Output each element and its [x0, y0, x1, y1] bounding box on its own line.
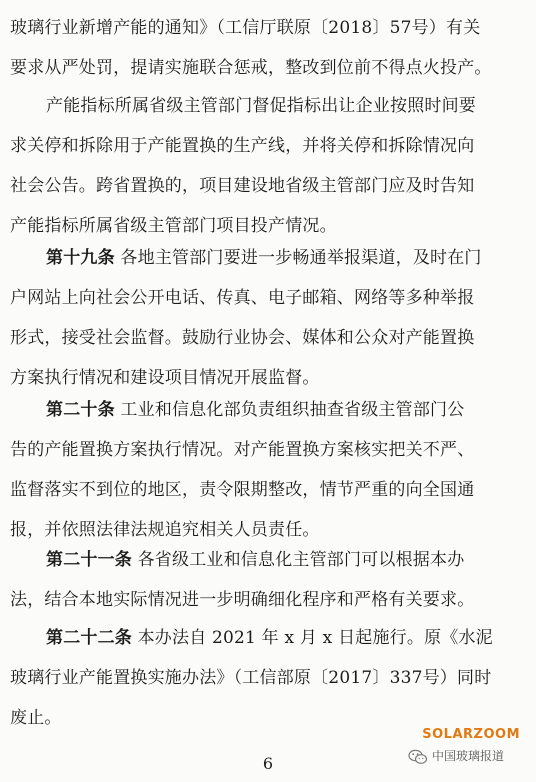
article-label: 第二十条 [46, 400, 115, 420]
text-line: 各地主管部门要进一步畅通举报渠道，及时在门 [120, 248, 482, 268]
article-first-line [10, 238, 526, 278]
text-line: 告的产能置换方案执行情况。对产能置换方案核实把关不严、 [10, 440, 475, 460]
text-line: 本办法自 2021 年 x 月 x 日起施行。原《水泥 [137, 628, 493, 648]
article-19 [10, 238, 526, 398]
text-line: 法，结合本地实际情况进一步明确细化程序和严格有关要求。 [10, 590, 475, 610]
text-line: 方案执行情况和建设项目情况开展监督。 [10, 368, 320, 388]
article-22 [10, 618, 526, 738]
text-line: 各省级工业和信息化主管部门可以根据本办 [137, 550, 465, 570]
text-line: 社会公告。跨省置换的，项目建设地省级主管部门应及时告知 [10, 176, 475, 196]
article-label: 第二十二条 [46, 628, 132, 648]
watermark-account-name: 中国玻璃报道 [432, 749, 505, 763]
text-line: 要求从严处罚，提请实施联合惩戒，整改到位前不得点火投产。 [10, 58, 492, 78]
article-first-line [10, 390, 526, 430]
article-first-line [10, 540, 526, 580]
text-line: 求关停和拆除用于产能置换的生产线，并将关停和拆除情况向 [10, 136, 475, 156]
article-label: 第二十一条 [46, 550, 132, 570]
paragraph-capacity-report [10, 86, 526, 246]
article-20 [10, 390, 526, 550]
article-21 [10, 540, 526, 620]
text-line: 报，并依照法律法规追究相关人员责任。 [10, 520, 320, 540]
text-line: 玻璃行业产能置换实施办法》（工信部原〔2017〕337号）同时 [10, 668, 492, 688]
paragraph-continuation-1 [10, 8, 526, 88]
text-line: 产能指标所属省级主管部门督促指标出让企业按照时间要 [46, 96, 476, 116]
watermark-brand: SOLARZOOM [422, 727, 520, 742]
text-line: 工业和信息化部负责组织抽查省级主管部门公 [120, 400, 465, 420]
text-line: 废止。 [10, 708, 62, 728]
page-number: 6 [262, 754, 274, 773]
text-line: 形式，接受社会监督。鼓励行业协会、媒体和公众对产能置换 [10, 328, 475, 348]
article-first-line [10, 618, 526, 658]
article-label: 第十九条 [46, 248, 115, 268]
text-line: 户网站上向社会公开电话、传真、电子邮箱、网络等多种举报 [10, 288, 475, 308]
text-line: 产能指标所属省级主管部门项目投产情况。 [10, 216, 337, 236]
text-line: 监督落实不到位的地区，责令限期整改，情节严重的向全国通 [10, 480, 475, 500]
text-line: 玻璃行业新增产能的通知》（工信厅联原〔2018〕57号）有关 [10, 18, 481, 38]
